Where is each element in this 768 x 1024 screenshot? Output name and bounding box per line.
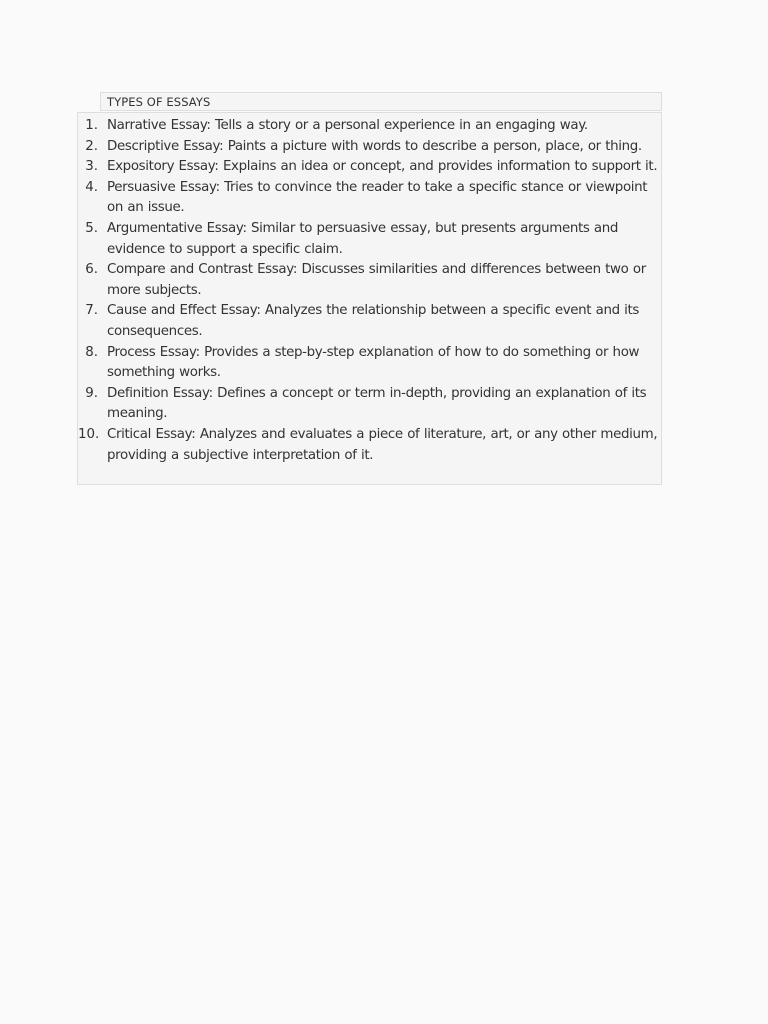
list-item <box>78 137 661 158</box>
list-item-text: Compare and Contrast Essay: Discusses similarities and differences between two or more subjects. <box>107 262 646 298</box>
list-item-number: 2. <box>85 138 98 154</box>
list-item <box>78 178 661 219</box>
list-item-number: 3. <box>85 159 98 175</box>
list-item-text: Descriptive Essay: Paints a picture with words to describe a person, place, or thing. <box>107 138 642 154</box>
list-item-number: 6. <box>85 262 98 278</box>
list-item-text: Persuasive Essay: Tries to convince the reader to take a specific stance or viewpoint on an issue. <box>107 179 648 216</box>
list-item-text: Argumentative Essay: Similar to persuasive essay, but presents arguments and evidence to support a specific claim. <box>107 220 619 257</box>
list-item-number: 4. <box>85 179 98 195</box>
list-item <box>78 219 661 260</box>
list-item <box>78 425 661 466</box>
list-item-text: Narrative Essay: Tells a story or a personal experience in an engaging way. <box>107 118 588 133</box>
list-item-text: Expository Essay: Explains an idea or concept, and provides information to support it. <box>107 159 658 175</box>
list-item-text: Critical Essay: Analyzes and evaluates a piece of literature, art, or any other medium, providing a subjective interpretation of it. <box>107 426 658 463</box>
essay-types-list <box>78 113 661 466</box>
list-item-number: 5. <box>85 220 98 236</box>
list-item <box>78 301 661 342</box>
list-item <box>78 260 661 301</box>
list-item-text: Definition Essay: Defines a concept or term in-depth, providing an explanation of its meaning. <box>107 385 647 422</box>
list-item-text: Process Essay: Provides a step-by-step explanation of how to do something or how something works. <box>107 344 640 381</box>
list-item <box>78 384 661 425</box>
section-title: TYPES OF ESSAYS <box>100 92 662 111</box>
list-item-number: 9. <box>85 385 98 401</box>
list-item <box>78 343 661 384</box>
list-item-number: 10. <box>78 426 100 442</box>
list-item-number: 7. <box>85 303 98 319</box>
list-item-number: 1. <box>85 118 98 133</box>
list-item <box>78 116 661 137</box>
list-item-number: 8. <box>85 344 98 360</box>
essay-types-list-box <box>77 112 662 485</box>
list-item <box>78 157 661 178</box>
list-item-text: Cause and Effect Essay: Analyzes the relationship between a specific event and its consequences. <box>107 303 640 339</box>
